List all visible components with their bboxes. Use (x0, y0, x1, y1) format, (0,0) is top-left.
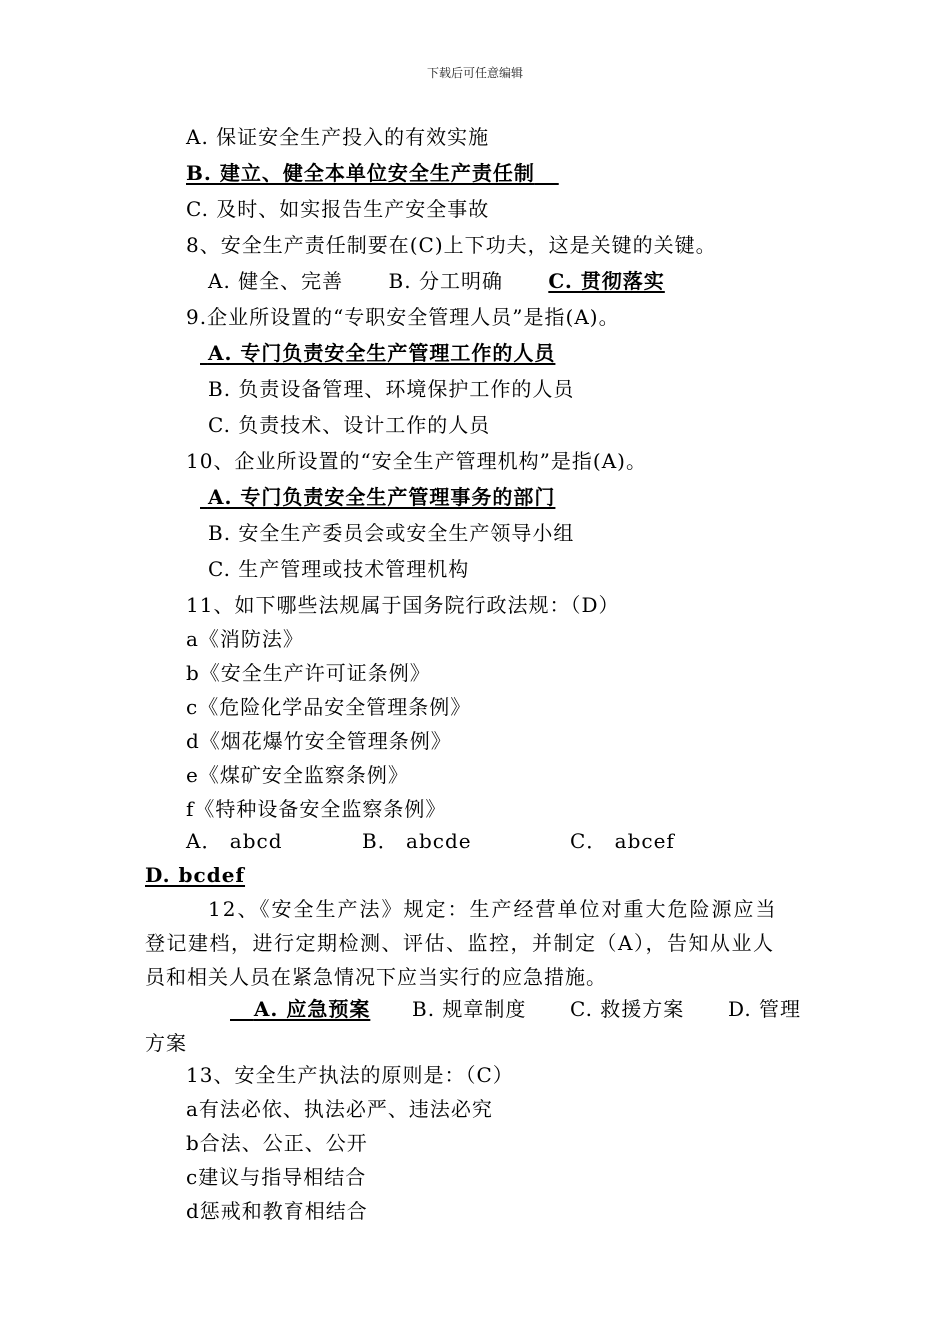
page-header: 下载后可任意编辑 (426, 66, 523, 80)
option-text: C. 及时、如实报告生产安全事故 (186, 197, 490, 221)
answer-text (230, 996, 370, 1022)
question-9: 9.企业所设置的“专职安全管理人员”是指(A)。 (186, 305, 620, 329)
option-text: B. 分工明确 (388, 269, 503, 293)
answer-text (200, 484, 555, 510)
list-item: a有法必依、执法必严、违法必究 (186, 1097, 493, 1121)
list-item: c《危险化学品安全管理条例》 (186, 695, 472, 719)
option-text: B. 负责设备管理、环境保护工作的人员 (208, 377, 575, 401)
answer-text (186, 160, 559, 186)
question-12-line: 员和相关人员在紧急情况下应当实行的应急措施。 (145, 965, 607, 989)
option-text: B． abcde (362, 829, 472, 853)
question-12: 12、《安全生产法》规定：生产经营单位对重大危险源应当 (208, 897, 778, 921)
answer-text (200, 340, 555, 366)
question-11: 11、如下哪些法规属于国务院行政法规：（D） (186, 593, 620, 617)
answer-label: A. 专门负责安全生产管理事务的部门 (207, 485, 556, 509)
option-text: C. 救援方案 (570, 997, 685, 1021)
option-text: C. 生产管理或技术管理机构 (208, 557, 470, 581)
option-text: B. 安全生产委员会或安全生产领导小组 (208, 521, 575, 545)
list-item: e《煤矿安全监察条例》 (186, 763, 409, 787)
list-item: c建议与指导相结合 (186, 1165, 367, 1189)
option-text: C. 负责技术、设计工作的人员 (208, 413, 491, 437)
option-text: B. 规章制度 (412, 997, 527, 1021)
list-item: b合法、公正、公开 (186, 1131, 368, 1155)
option-text: A. 保证安全生产投入的有效实施 (186, 125, 490, 149)
answer-text: C. 贯彻落实 (548, 269, 665, 293)
list-item: f《特种设备安全监察条例》 (186, 797, 447, 821)
option-text: C． abcef (570, 829, 675, 853)
question-12-line: 登记建档，进行定期检测、评估、监控，并制定（A），告知从业人 (145, 931, 775, 955)
question-10: 10、企业所设置的“安全生产管理机构”是指(A)。 (186, 449, 647, 473)
question-8-options (208, 268, 665, 294)
option-text: 方案 (145, 1031, 187, 1055)
option-text: A. 健全、完善 (208, 269, 344, 293)
question-8: 8、安全生产责任制要在(C)上下功夫，这是关键的关键。 (186, 233, 717, 257)
option-text: A． abcd (186, 829, 283, 853)
list-item: a《消防法》 (186, 627, 304, 651)
list-item: d惩戒和教育相结合 (186, 1199, 368, 1223)
answer-label: A. 应急预案 (253, 997, 371, 1021)
option-text: D. 管理 (728, 997, 802, 1021)
list-item: b《安全生产许可证条例》 (186, 661, 431, 685)
question-13: 13、安全生产执法的原则是：（C） (186, 1063, 514, 1087)
list-item: d《烟花爆竹安全管理条例》 (186, 729, 452, 753)
answer-label: A. 专门负责安全生产管理工作的人员 (207, 341, 556, 365)
answer-text: D. bcdef (145, 863, 246, 887)
answer-label: B. 建立、健全本单位安全生产责任制 (186, 161, 535, 185)
